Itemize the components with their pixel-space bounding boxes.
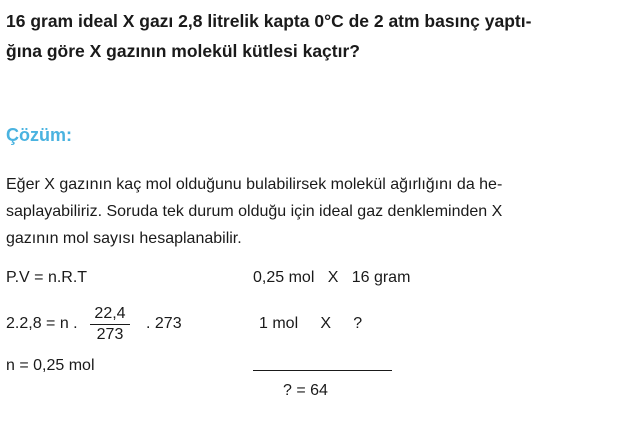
question-line-2: ğına göre X gazının molekül kütlesi kaçtır? bbox=[6, 41, 360, 61]
fraction-denominator: 273 bbox=[96, 326, 124, 343]
proportion-divider bbox=[253, 370, 392, 371]
solution-explanation bbox=[6, 171, 612, 252]
explanation-line-1: Eğer X gazının kaç mol olduğunu bulabilirsek molekül ağırlığını da he- bbox=[6, 176, 503, 193]
question-text bbox=[6, 6, 612, 66]
molar-mass-answer: ? = 64 bbox=[283, 382, 328, 399]
proportion-row-2: 1 mol X ? bbox=[259, 315, 363, 332]
gas-constant-fraction bbox=[90, 304, 130, 345]
mole-result: n = 0,25 mol bbox=[6, 357, 95, 374]
fraction-numerator: 22,4 bbox=[94, 305, 126, 322]
explanation-line-3: gazının mol sayısı hesaplanabilir. bbox=[6, 230, 242, 247]
explanation-line-2: saplayabiliriz. Soruda tek durum olduğu için ideal gaz denkleminden X bbox=[6, 203, 503, 220]
substitution-prefix: 2.2,8 = n . bbox=[6, 315, 78, 332]
solution-heading: Çözüm: bbox=[6, 125, 72, 145]
ideal-gas-formula: P.V = n.R.T bbox=[6, 269, 88, 286]
substitution-suffix: . 273 bbox=[146, 315, 182, 332]
question-line-1: 16 gram ideal X gazı 2,8 litrelik kapta 0°C de 2 atm basınç yaptı- bbox=[6, 11, 532, 31]
proportion-row-1: 0,25 mol X 16 gram bbox=[253, 269, 411, 286]
